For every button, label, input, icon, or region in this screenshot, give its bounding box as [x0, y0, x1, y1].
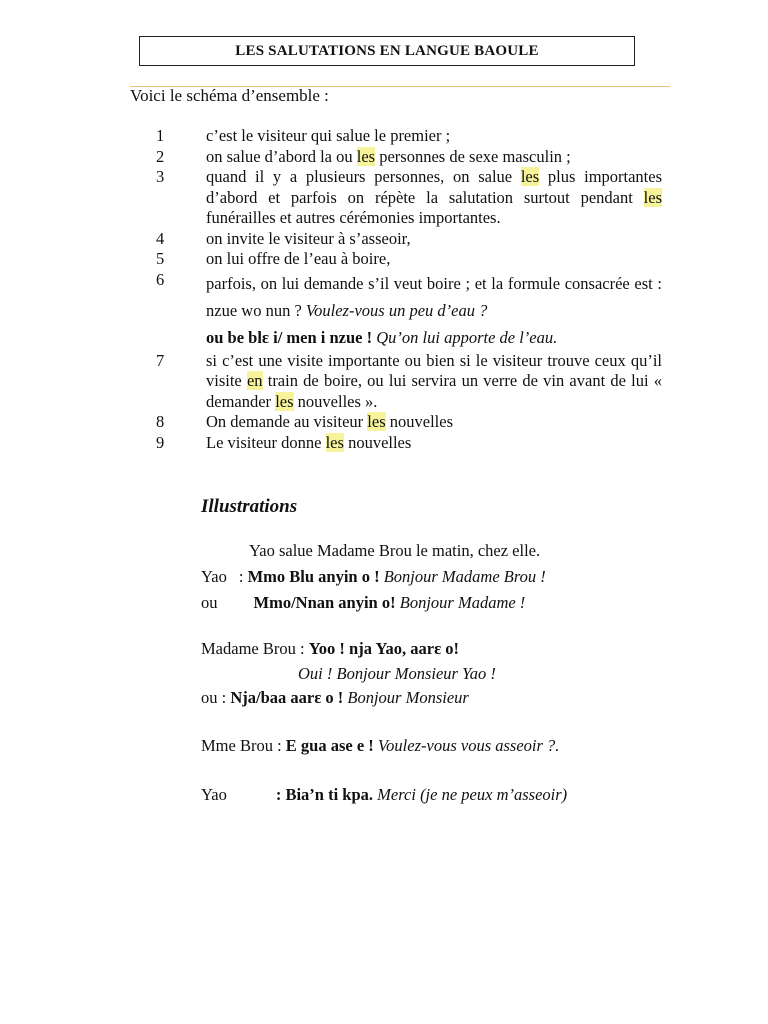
dialogue-line	[201, 593, 525, 613]
text-run: Le visiteur donne	[206, 432, 326, 452]
item-number: 3	[156, 167, 165, 186]
speaker-name: Madame Brou :	[201, 639, 309, 658]
item-number: 1	[156, 126, 165, 145]
highlighted-word: les	[643, 187, 662, 207]
dialogue-line	[201, 567, 546, 587]
french-translation: Bonjour Madame !	[399, 593, 526, 612]
item-number: 9	[156, 432, 165, 452]
item-number: 4	[156, 228, 165, 248]
item-subline	[206, 324, 662, 351]
item-text	[206, 412, 662, 433]
item-text	[206, 126, 662, 147]
text-run: nouvelles ».	[293, 391, 378, 411]
item-number: 6	[156, 269, 165, 289]
item-number: 7	[156, 350, 165, 370]
text-run: on invite le visiteur à s’asseoir,	[206, 228, 411, 248]
text-run: on lui offre de l’eau à boire,	[206, 249, 391, 268]
list-item	[156, 412, 662, 433]
text-run: parfois, on lui demande s’il veut boire ; et la formule consacrée est : nzue wo nun ?	[206, 273, 662, 320]
baoule-phrase: ou be blɛ i/ men i nzue !	[206, 327, 373, 347]
text-run: quand il y a plusieurs personnes, on salue	[206, 167, 521, 186]
baoule-phrase: Mmo Blu anyin o !	[247, 567, 380, 586]
document-title-box	[139, 36, 635, 66]
item-text	[206, 351, 662, 413]
speaker-name: Yao	[201, 567, 227, 586]
list-item	[156, 229, 662, 250]
scene-description: Yao salue Madame Brou le matin, chez elle.	[249, 541, 541, 560]
text-run: on salue d’abord la ou	[206, 146, 357, 166]
baoule-phrase: E gua ase e !	[285, 736, 374, 755]
document-title: LES SALUTATIONS EN LANGUE BAOULE	[235, 42, 539, 59]
dialogue-line	[201, 785, 567, 805]
highlighted-word: les	[275, 391, 294, 411]
french-translation: Oui ! Bonjour Monsieur Yao !	[298, 664, 496, 683]
list-item	[156, 126, 662, 147]
text-run: plus importantes d’abord et parfois on répète la salutation surtout pendant	[206, 167, 663, 207]
baoule-phrase: Mmo/Nnan anyin o!	[253, 593, 396, 612]
highlighted-word: les	[356, 146, 376, 166]
alternative-marker: ou :	[201, 688, 231, 707]
item-text	[206, 270, 662, 351]
text-run: funérailles et autres cérémonies importantes.	[206, 208, 501, 227]
baoule-phrase: Nja/baa aarɛ o !	[230, 688, 344, 707]
text-run: train de boire, ou lui servira un verre de vin avant de lui « demander	[206, 371, 662, 411]
highlighted-word: les	[520, 167, 540, 186]
item-text	[206, 249, 662, 270]
french-translation: Bonjour Monsieur	[347, 688, 469, 707]
text-run: nouvelles	[385, 412, 454, 431]
item-text	[206, 433, 662, 454]
illustrations-heading: Illustrations	[201, 496, 298, 517]
baoule-phrase: : Bia’n ti kpa.	[275, 785, 374, 804]
text-run: personnes de sexe masculin ;	[375, 146, 571, 166]
baoule-phrase: Yoo ! nja Yao, aarɛ o!	[308, 639, 460, 658]
item-number: 8	[156, 412, 165, 431]
item-text	[206, 229, 662, 250]
french-translation: Merci (je ne peux m’asseoir)	[377, 785, 568, 804]
item-text	[206, 167, 662, 229]
salutation-steps-list	[156, 126, 662, 453]
text-run: c’est le visiteur qui salue le premier ;	[206, 126, 451, 145]
text-run: nouvelles	[343, 432, 412, 452]
list-item	[156, 249, 662, 270]
colon: :	[238, 567, 248, 586]
list-item	[156, 433, 662, 454]
dialogue-line	[201, 688, 469, 708]
french-translation: Voulez-vous vous asseoir ?.	[377, 736, 560, 755]
highlighted-word: les	[325, 432, 344, 452]
french-translation: Voulez-vous un peu d’eau ?	[305, 300, 488, 320]
item-text	[206, 147, 662, 168]
french-translation: Bonjour Madame Brou !	[383, 567, 546, 586]
dialogue-line	[201, 639, 459, 659]
item-number: 2	[156, 146, 165, 166]
list-item	[156, 147, 662, 168]
speaker-name: Yao	[201, 785, 227, 804]
speaker-name: Mme Brou :	[201, 736, 286, 755]
highlighted-word: les	[367, 412, 386, 431]
french-translation: Qu’on lui apporte de l’eau.	[376, 327, 558, 347]
text-run: si c’est une visite importante ou bien si le visiteur trouve ceux qu’il visite	[206, 350, 662, 390]
dialogue-line	[201, 736, 559, 756]
text-run: On demande au visiteur	[206, 412, 368, 431]
list-item	[156, 351, 662, 413]
intro-text: Voici le schéma d’ensemble :	[130, 86, 329, 105]
list-item	[156, 167, 662, 229]
alternative-marker: ou	[201, 593, 218, 612]
item-number: 5	[156, 249, 165, 268]
list-item	[156, 270, 662, 351]
highlighted-word: en	[246, 371, 263, 390]
